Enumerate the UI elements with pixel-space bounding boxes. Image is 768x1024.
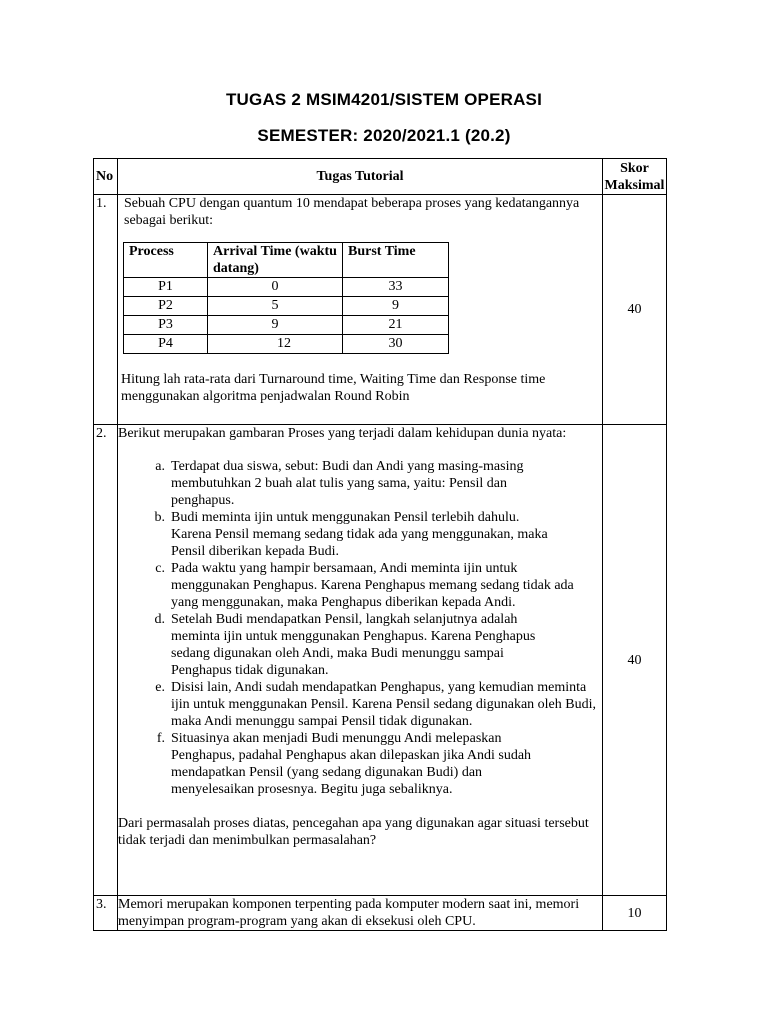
process-name: P3 (124, 316, 208, 335)
list-item-text: Setelah Budi mendapatkan Pensil, langkah selanjutnya adalah meminta ijin untuk menggunakan Penghapus. Karena Penghapus sedang digunakan oleh Andi, maka Budi menunggu sampai Penghapus tidak digunakan. (171, 612, 536, 678)
process-row (124, 335, 449, 354)
list-item-label: a. (155, 459, 165, 474)
process-name: P4 (124, 335, 208, 354)
task-cell (118, 195, 603, 425)
scenario-list (118, 458, 598, 798)
task-intro: Berikut merupakan gambaran Proses yang terjadi dalam kehidupan dunia nyata: (118, 426, 567, 441)
list-item (144, 509, 598, 560)
list-item (144, 458, 598, 509)
list-item-text: Situasinya akan menjadi Budi menunggu Andi melepaskan Penghapus, padahal Penghapus akan dilepaskan jika Andi sudah mendapatkan Pensil (yang sedang digunakan Budi) dan menyelesaikan prosesnya. Begitu juga sebaliknya. (171, 731, 532, 797)
header-no: No (94, 159, 118, 195)
header-score (603, 159, 667, 195)
table-row (94, 425, 667, 896)
list-item-text: Disisi lain, Andi sudah mendapatkan Penghapus, yang kemudian meminta ijin untuk menggunakan Pensil. Karena Pensil sedang digunakan oleh Budi, maka Andi menunggu sampai Pensil tidak digunakan. (171, 680, 596, 729)
table-row (94, 896, 667, 931)
arrival-time: 0 (208, 278, 343, 297)
task-cell (118, 896, 603, 931)
arrival-time: 5 (208, 297, 343, 316)
score-cell: 40 (603, 425, 667, 896)
task-intro: Sebuah CPU dengan quantum 10 mendapat beberapa proses yang kedatangannya sebagai berikut: (124, 196, 580, 228)
burst-time: 9 (343, 297, 449, 316)
task-question: Dari permasalah proses diatas, pencegahan apa yang digunakan agar situasi tersebut tidak terjadi dan menimbulkan permasalahan? (118, 816, 589, 848)
row-number: 1. (94, 195, 118, 425)
header-score-line2: Maksimal (604, 177, 665, 193)
process-table-header (124, 243, 449, 278)
list-item (144, 730, 598, 798)
semester-title: SEMESTER: 2020/2021.1 (20.2) (257, 126, 511, 145)
list-item-text: Budi meminta ijin untuk menggunakan Pensil terlebih dahulu. Karena Pensil memang sedang tidak ada yang menggunakan, maka Pensil diberikan kepada Budi. (171, 510, 548, 559)
score-cell: 10 (603, 896, 667, 931)
task-intro: Memori merupakan komponen terpenting pada komputer modern saat ini, memori menyimpan program-program yang akan di eksekusi oleh CPU. (118, 897, 580, 929)
process-name: P1 (124, 278, 208, 297)
table-header-row (94, 159, 667, 195)
process-name: P2 (124, 297, 208, 316)
task-cell (118, 425, 603, 896)
list-item-text: Terdapat dua siswa, sebut: Budi dan Andi yang masing-masing membutuhkan 2 buah alat tulis yang sama, yaitu: Pensil dan penghapus. (171, 459, 524, 508)
process-row (124, 278, 449, 297)
list-item-label: b. (154, 510, 165, 525)
list-item (144, 560, 598, 611)
process-table (123, 242, 449, 354)
document-title: TUGAS 2 MSIM4201/SISTEM OPERASI (225, 90, 543, 109)
arrival-time: 12 (208, 335, 343, 354)
list-item-text: Pada waktu yang hampir bersamaan, Andi meminta ijin untuk menggunakan Penghapus. Karena Penghapus memang sedang tidak ada yang menggunakan, maka Penghapus diberikan kepada Andi. (171, 561, 574, 610)
burst-time: 30 (343, 335, 449, 354)
score-cell: 40 (603, 195, 667, 425)
burst-time: 33 (343, 278, 449, 297)
list-item-label: c. (155, 561, 165, 576)
process-header: Process (124, 243, 208, 278)
arrival-time-header: Arrival Time (waktu datang) (208, 243, 343, 278)
row-number: 2. (94, 425, 118, 896)
header-score-line1: Skor (620, 160, 649, 176)
list-item (144, 679, 598, 730)
list-item (144, 611, 598, 679)
row-number: 3. (94, 896, 118, 931)
process-row (124, 316, 449, 335)
list-item-label: f. (156, 731, 165, 746)
list-item-label: d. (154, 612, 165, 627)
list-item-label: e. (155, 680, 165, 695)
assignment-table (93, 158, 667, 931)
burst-time: 21 (343, 316, 449, 335)
arrival-time: 9 (208, 316, 343, 335)
table-row (94, 195, 667, 425)
process-row (124, 297, 449, 316)
header-task: Tugas Tutorial (118, 159, 603, 195)
burst-time-header: Burst Time (343, 243, 449, 278)
task-question: Hitung lah rata-rata dari Turnaround time, Waiting Time dan Response time menggunakan algoritma penjadwalan Round Robin (121, 372, 546, 404)
